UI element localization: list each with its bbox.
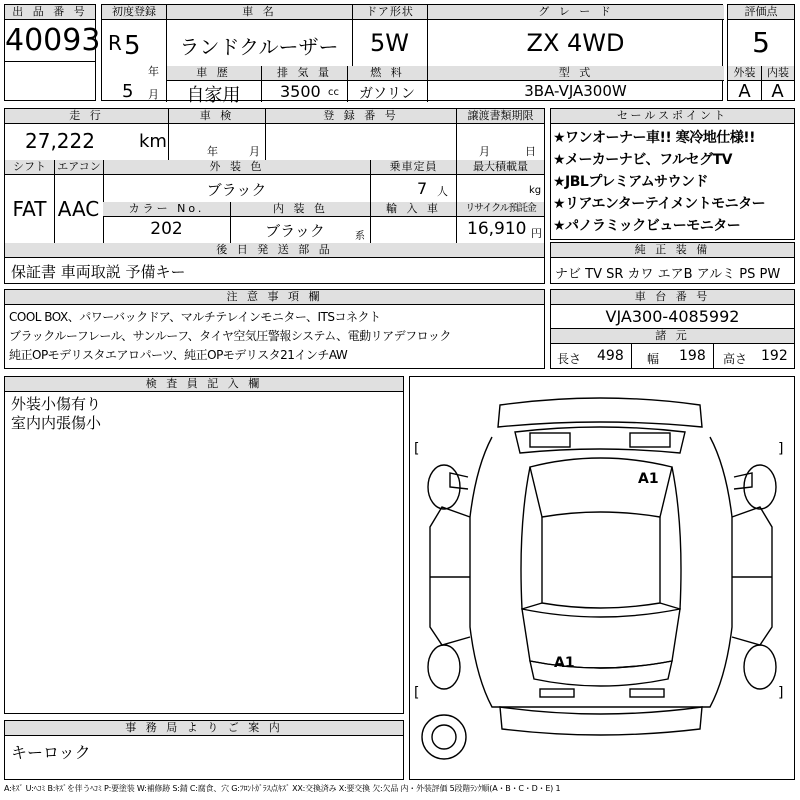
inspector-note: 室内内張傷小 (11, 414, 102, 432)
car-name-label: 車 名 (166, 5, 352, 20)
note-line: 純正OPモデリスタエアロパーツ、純正OPモデリスタ21インチAW (9, 348, 348, 362)
office-label: 事 務 局 よ り ご 案 内 (5, 721, 403, 736)
divider (456, 123, 457, 160)
shift: FAT (12, 197, 47, 221)
equipment-label: 純 正 装 備 (551, 243, 794, 258)
selling-points-label: セールスポイント (551, 109, 794, 124)
score-box (727, 4, 795, 101)
bracket-left: [ (414, 685, 420, 701)
capacity: 7 (417, 179, 428, 198)
inspection-year-unit: 年 (207, 145, 218, 158)
selling-point-item: ★パノラミックビューモニター (553, 218, 741, 234)
lot-number-lower-box (4, 61, 96, 101)
air-conditioner: AAC (57, 197, 100, 221)
notes-label: 注 意 事 項 欄 (5, 290, 544, 305)
fuel: ガソリン (359, 86, 415, 102)
recycle-unit: 円 (531, 227, 542, 240)
length-value: 498 (597, 348, 624, 364)
inspector-label: 検 査 員 記 入 欄 (5, 377, 403, 392)
displacement-label: 排 気 量 (261, 66, 347, 81)
divider (168, 123, 169, 160)
inspection-month-unit: 月 (249, 145, 260, 158)
lot-number: 40093 (5, 23, 101, 58)
equipment-box (550, 242, 795, 284)
ac-label: エアコン (54, 160, 103, 175)
dims-label: 諸 元 (551, 328, 794, 344)
mileage: 27,222 (25, 129, 95, 153)
transfer-label: 譲渡書類期限 (456, 109, 544, 124)
height-label: 高さ (723, 352, 748, 366)
mileage-unit: km (139, 131, 167, 152)
selling-points-list (551, 124, 794, 237)
recycle-label: リサイクル預託金 (456, 202, 544, 217)
selling-point-item: ★ワンオーナー車!! 寒冷地仕様!! (553, 130, 755, 146)
int-color: ブラック (265, 222, 325, 240)
door-type: 5W (370, 29, 409, 57)
divider (230, 216, 231, 243)
reg-year: 5 (124, 31, 141, 61)
bracket-right: ] (778, 685, 784, 701)
later-parts-label: 後 日 発 送 部 品 (5, 243, 544, 258)
displacement-unit: cc (328, 87, 339, 98)
width-value: 198 (679, 348, 706, 364)
year-unit: 年 (148, 65, 159, 78)
bracket-right: ] (778, 441, 784, 457)
capacity-unit: 人 (437, 185, 448, 198)
office-note: キーロック (11, 743, 91, 762)
selling-point-item: ★JBLプレミアムサウンド (553, 174, 709, 190)
legend-text: A:ｷｽﾞ U:ﾍｺﾐ B:ｷｽﾞを伴うﾍｺﾐ P:要塗装 W:補修跡 S:錆 C:腐食、穴 G:ﾌﾛﾝﾄｶﾞﾗｽ点ｷｽﾞ XX:交換済み X:要交換 欠:欠品 内・外装評価 5段階ﾗﾝｸ順(A・B・C・D・E) 1 (4, 784, 561, 793)
int-color-label: 内 装 色 (230, 202, 370, 217)
shift-label: シフト (5, 160, 54, 175)
selling-points-box (550, 108, 795, 240)
exterior-grade: A (738, 81, 751, 102)
interior-label: 内装 (761, 66, 794, 81)
inspector-notes (5, 392, 403, 433)
score-label: 評価点 (728, 5, 794, 20)
displacement: 3500 (280, 82, 321, 101)
length-label: 長さ (557, 352, 582, 366)
model-code: 3BA-VJA300W (524, 82, 627, 100)
vehicle-detail-box (4, 108, 545, 284)
bracket-left: [ (414, 441, 420, 457)
selling-point-item: ★メーカーナビ、フルセグTV (553, 152, 732, 168)
mileage-label: 走 行 (5, 109, 168, 124)
car-name: ランドクルーザー (179, 35, 339, 59)
color-no-label: カラー No. (103, 202, 230, 217)
ext-color: ブラック (206, 181, 267, 199)
damage-mark-a1-rear: A1 (554, 655, 575, 671)
color-number: 202 (150, 219, 183, 239)
note-line: ブラックルーフレール、サンルーフ、タイヤ空気圧警報システム、電動リアデフロック (9, 329, 451, 343)
transfer-month-unit: 月 (479, 145, 490, 158)
divider (261, 66, 262, 102)
capacity-label: 乗車定員 (370, 160, 456, 175)
door-label: ドア形状 (352, 5, 427, 20)
height-value: 192 (761, 348, 788, 364)
ext-color-label: 外 装 色 (103, 160, 370, 175)
lot-number-box (4, 4, 101, 62)
divider (713, 343, 714, 368)
note-line: COOL BOX、パワーバックドア、マルチテレインモニター、ITSコネクト (9, 310, 381, 324)
max-load-label: 最大積載量 (456, 160, 544, 175)
width-label: 幅 (647, 352, 660, 366)
history-label: 車 歴 (166, 66, 261, 81)
selling-point-item: ★リアエンターテイメントモニター (553, 196, 766, 212)
chassis-number: VJA300-4085992 (605, 307, 740, 326)
car-diagram (410, 377, 794, 779)
transfer-day-unit: 日 (525, 145, 536, 158)
grade: ZX 4WD (526, 29, 625, 57)
model-label: 型 式 (427, 66, 724, 81)
chassis-box (550, 289, 795, 369)
inspector-box (4, 376, 404, 714)
score: 5 (752, 26, 770, 59)
month-unit: 月 (148, 88, 159, 101)
office-box (4, 720, 404, 780)
divider (631, 343, 632, 368)
later-parts: 保証書 車両取説 予備キー (11, 263, 186, 281)
fuel-label: 燃 料 (347, 66, 427, 81)
inspector-note: 外装小傷有り (11, 395, 102, 413)
notes-lines (5, 305, 544, 365)
import-label: 輸 入 車 (370, 202, 456, 217)
damage-mark-a1-front: A1 (638, 471, 659, 487)
first-reg-label: 初度登録 (102, 5, 166, 20)
int-color-unit: 系 (355, 231, 365, 242)
divider (265, 123, 266, 160)
chassis-label: 車 台 番 号 (551, 290, 794, 305)
car-diagram-box (409, 376, 795, 780)
interior-grade: A (771, 81, 784, 102)
reg-no-label: 登 録 番 号 (265, 109, 456, 124)
grade-label: グ レ ー ド (427, 5, 724, 20)
max-load-unit: kg (529, 185, 542, 196)
equipment-list: ナビ TV SR カワ エアB アルミ PS PW (555, 267, 781, 282)
recycle-fee: 16,910 (467, 219, 527, 239)
history: 自家用 (186, 85, 241, 106)
exterior-label: 外装 (728, 66, 761, 81)
top-info-box (101, 4, 723, 106)
reg-month: 5 (122, 81, 134, 102)
era: R (108, 31, 122, 55)
inspection-label: 車 検 (168, 109, 265, 124)
lot-number-label: 出 品 番 号 (5, 5, 95, 20)
notes-box (4, 289, 545, 369)
